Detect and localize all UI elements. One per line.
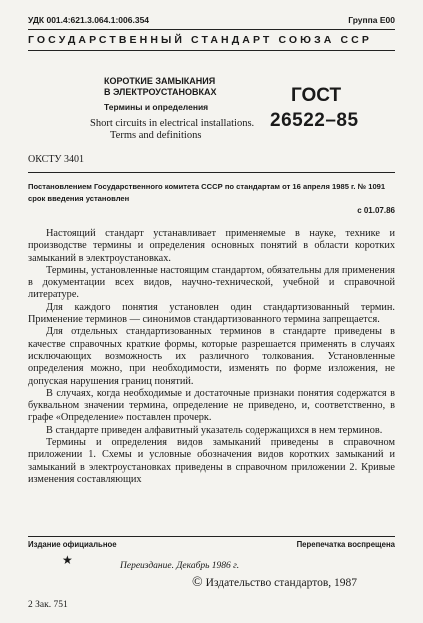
star-icon: ★ bbox=[62, 553, 73, 567]
subtitle: Термины и определения bbox=[104, 102, 209, 112]
body-text bbox=[28, 228, 395, 486]
paragraph: В случаях, когда необходимые и достаточные признаки понятия содержатся в буквальном значении термина, определение не приведено, и, соответственно, в графе «Определение» поставлен прочерк. bbox=[28, 387, 395, 424]
okstu-code: ОКСТУ 3401 bbox=[28, 154, 85, 165]
state-standard-heading: ГОСУДАРСТВЕННЫЙ СТАНДАРТ СОЮЗА ССР bbox=[28, 34, 372, 46]
edition-label: Издание официальное bbox=[28, 540, 117, 549]
udc-code: УДК 001.4:621.3.064.1:006.354 bbox=[28, 15, 150, 25]
english-title-line-2: Terms and definitions bbox=[110, 130, 202, 141]
gost-label: ГОСТ bbox=[291, 85, 342, 106]
paragraph: Для отдельных стандартизованных терминов в стандарте приведены в качестве справочных краткие формы, которые разрешается применять в случаях исключающих возможность их различного толкования. Установленные определения можно, при необходимости, изменять по форме изложения, не допуская нарушения границ понятий. bbox=[28, 326, 395, 387]
copyright-icon: © bbox=[192, 575, 203, 590]
order-number: 2 Зак. 751 bbox=[28, 600, 68, 610]
decree-text: Постановлением Государственного комитета СССР по стандартам от 16 апреля 1985 г. № 1091 срок введения установлен bbox=[28, 182, 386, 203]
okstu-rule bbox=[28, 172, 395, 173]
effective-date: с 01.07.86 bbox=[357, 206, 395, 215]
paragraph: Термины и определения видов замыканий приведены в справочном приложении 1. Схемы и условные обозначения видов коротких замыканий и замыканий в электроустановках приведены в справочном приложении 2. Кривые изменения составляющих bbox=[28, 437, 395, 485]
heading-rule bbox=[28, 50, 395, 51]
title-line-1: КОРОТКИЕ ЗАМЫКАНИЯ bbox=[104, 76, 216, 86]
reprint-notice: Перепечатка воспрещена bbox=[296, 540, 395, 549]
paragraph: Для каждого понятия установлен один стандартизованный термин. Применение терминов — синонимов стандартизованного термина запрещается. bbox=[28, 301, 395, 326]
paragraph: Настоящий стандарт устанавливает применяемые в науке, технике и производстве термины и определения основных понятий в области коротких замыканий в электроустановках. bbox=[28, 228, 395, 264]
group-code: Группа Е00 bbox=[348, 15, 395, 25]
title-line-2: В ЭЛЕКТРОУСТАНОВКАХ bbox=[104, 87, 217, 97]
copyright-text: Издательство стандартов, 1987 bbox=[205, 577, 358, 589]
top-rule bbox=[28, 29, 395, 30]
reissue-note: Переиздание. Декабрь 1986 г. bbox=[120, 561, 240, 571]
paragraph: В стандарте приведен алфавитный указатель содержащихся в нем терминов. bbox=[46, 424, 383, 436]
paragraph: Термины, установленные настоящим стандартом, обязательны для применения в документации всех видов, научно-технической, учебной и справочной литературе. bbox=[28, 264, 395, 301]
footer-rule bbox=[28, 536, 395, 537]
gost-number: 26522–85 bbox=[270, 110, 359, 131]
english-title-line-1: Short circuits in electrical installations. bbox=[90, 118, 255, 129]
copyright-line bbox=[192, 575, 357, 591]
